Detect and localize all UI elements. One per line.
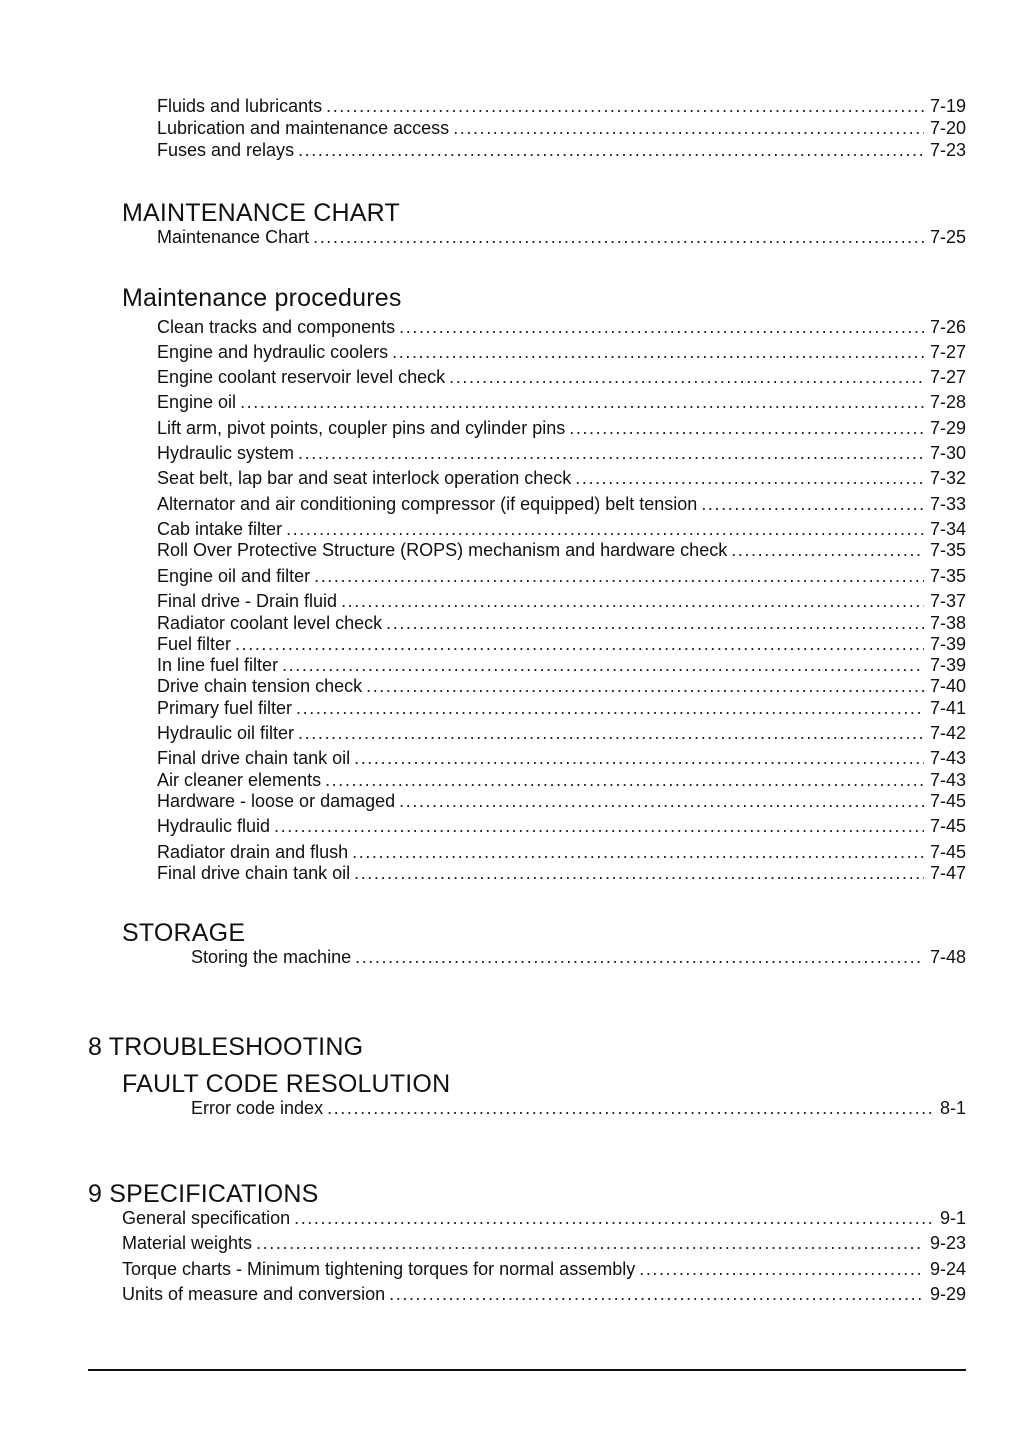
toc-entry-page: 7-45	[929, 816, 966, 836]
toc-entry-page: 7-43	[929, 748, 966, 768]
toc-entry[interactable]	[157, 862, 966, 884]
toc-entry-page: 7-39	[929, 634, 966, 654]
leader-dots	[386, 612, 924, 634]
toc-entry-label: Final drive chain tank oil	[157, 748, 351, 768]
toc-entry[interactable]	[157, 697, 966, 719]
toc-entry[interactable]	[157, 841, 966, 863]
leader-dots	[256, 1232, 924, 1254]
toc-entry-label: Maintenance Chart	[157, 227, 310, 247]
toc-entry-page: 7-32	[929, 468, 966, 488]
toc-entry[interactable]	[157, 95, 966, 117]
leader-dots	[701, 493, 924, 515]
chapter-heading: 8 TROUBLESHOOTING	[88, 1033, 364, 1061]
toc-entry-label: Torque charts - Minimum tightening torques for normal assembly	[122, 1259, 636, 1279]
toc-entry-label: Alternator and air conditioning compressor (if equipped) belt tension	[157, 494, 698, 514]
leader-dots	[392, 341, 924, 363]
toc-entry-label: Radiator coolant level check	[157, 613, 383, 633]
footer-rule	[88, 1369, 966, 1371]
toc-entry-label: Engine oil and filter	[157, 566, 311, 586]
leader-dots	[286, 518, 924, 540]
toc-entry[interactable]	[157, 590, 966, 612]
leader-dots	[354, 862, 924, 884]
toc-entry-label: Hydraulic oil filter	[157, 723, 295, 743]
leader-dots	[569, 417, 924, 439]
toc-entry-label: Engine and hydraulic coolers	[157, 342, 389, 362]
toc-entry-page: 7-25	[929, 227, 966, 247]
toc-entry-page: 7-48	[929, 947, 966, 967]
section-heading: FAULT CODE RESOLUTION	[122, 1070, 451, 1098]
toc-entry-page: 7-23	[929, 140, 966, 160]
leader-dots	[449, 366, 924, 388]
toc-entry[interactable]	[157, 790, 966, 812]
toc-entry-page: 7-35	[929, 566, 966, 586]
leader-dots	[327, 1097, 934, 1119]
leader-dots	[639, 1258, 924, 1280]
toc-entry[interactable]	[191, 946, 966, 968]
leader-dots	[240, 391, 924, 413]
leader-dots	[399, 316, 924, 338]
toc-entry-label: Lubrication and maintenance access	[157, 118, 450, 138]
toc-entry-label: Air cleaner elements	[157, 770, 322, 790]
toc-entry-page: 7-39	[929, 655, 966, 675]
toc-entry-label: Seat belt, lap bar and seat interlock operation check	[157, 468, 572, 488]
toc-entry-page: 7-42	[929, 723, 966, 743]
toc-entry-label: Final drive - Drain fluid	[157, 591, 338, 611]
toc-entry-label: Error code index	[191, 1098, 324, 1118]
section-heading: Maintenance procedures	[122, 284, 402, 312]
toc-entry[interactable]	[157, 391, 966, 413]
toc-entry-label: Drive chain tension check	[157, 676, 363, 696]
toc-entry[interactable]	[157, 747, 966, 769]
toc-entry-page: 7-37	[929, 591, 966, 611]
leader-dots	[731, 539, 924, 561]
toc-entry[interactable]	[157, 815, 966, 837]
toc-entry[interactable]	[157, 117, 966, 139]
toc-entry-label: Fuel filter	[157, 634, 232, 654]
toc-entry-page: 7-47	[929, 863, 966, 883]
toc-entry[interactable]	[157, 366, 966, 388]
toc-entry[interactable]	[157, 518, 966, 540]
leader-dots	[274, 815, 924, 837]
toc-entry-page: 7-35	[929, 540, 966, 560]
leader-dots	[298, 139, 924, 161]
toc-entry-label: Hardware - loose or damaged	[157, 791, 396, 811]
leader-dots	[294, 1207, 934, 1229]
leader-dots	[282, 654, 924, 676]
toc-entry-label: Clean tracks and components	[157, 317, 396, 337]
toc-entry[interactable]	[157, 565, 966, 587]
toc-entry-label: Roll Over Protective Structure (ROPS) mechanism and hardware check	[157, 540, 728, 560]
leader-dots	[453, 117, 924, 139]
toc-entry-label: Lift arm, pivot points, coupler pins and cylinder pins	[157, 418, 566, 438]
leader-dots	[389, 1283, 924, 1305]
toc-entry-label: Fuses and relays	[157, 140, 295, 160]
toc-entry-page: 7-27	[929, 342, 966, 362]
leader-dots	[314, 565, 924, 587]
toc-entry-label: Units of measure and conversion	[122, 1284, 386, 1304]
leader-dots	[366, 675, 924, 697]
toc-entry-label: Cab intake filter	[157, 519, 283, 539]
leader-dots	[298, 442, 924, 464]
toc-entry-page: 9-24	[929, 1259, 966, 1279]
toc-entry[interactable]	[157, 722, 966, 744]
toc-entry-label: General specification	[122, 1208, 291, 1228]
toc-entry[interactable]	[157, 139, 966, 161]
toc-entry-page: 7-41	[929, 698, 966, 718]
toc-entry-page: 7-45	[929, 791, 966, 811]
toc-entry[interactable]	[157, 539, 966, 561]
section-heading: STORAGE	[122, 919, 246, 947]
leader-dots	[313, 226, 924, 248]
toc-entry[interactable]	[157, 654, 966, 676]
leader-dots	[298, 722, 924, 744]
toc-entry-page: 7-30	[929, 443, 966, 463]
section-heading: MAINTENANCE CHART	[122, 199, 400, 227]
leader-dots	[352, 841, 924, 863]
toc-entry-label: Fluids and lubricants	[157, 96, 323, 116]
toc-entry-label: Storing the machine	[191, 947, 352, 967]
toc-entry-page: 7-45	[929, 842, 966, 862]
toc-entry-page: 7-43	[929, 770, 966, 790]
toc-entry-page: 7-19	[929, 96, 966, 116]
toc-entry[interactable]	[157, 341, 966, 363]
toc-entry-label: Final drive chain tank oil	[157, 863, 351, 883]
toc-entry-label: Engine oil	[157, 392, 237, 412]
leader-dots	[325, 769, 924, 791]
toc-entry[interactable]	[157, 675, 966, 697]
toc-entry[interactable]	[157, 442, 966, 464]
chapter-heading: 9 SPECIFICATIONS	[88, 1180, 319, 1208]
toc-entry-page: 7-27	[929, 367, 966, 387]
toc-entry[interactable]	[157, 612, 966, 634]
toc-entry[interactable]	[157, 316, 966, 338]
toc-entry-page: 8-1	[939, 1098, 966, 1118]
toc-entry-label: In line fuel filter	[157, 655, 279, 675]
toc-entry[interactable]	[122, 1258, 966, 1280]
toc-entry[interactable]	[157, 769, 966, 791]
toc-entry[interactable]	[191, 1097, 966, 1119]
toc-entry-page: 9-1	[939, 1208, 966, 1228]
leader-dots	[354, 747, 924, 769]
toc-entry-page: 7-26	[929, 317, 966, 337]
toc-entry-page: 9-29	[929, 1284, 966, 1304]
leader-dots	[326, 95, 924, 117]
toc-entry-page: 7-28	[929, 392, 966, 412]
toc-entry[interactable]	[157, 467, 966, 489]
toc-entry[interactable]	[122, 1283, 966, 1305]
toc-entry-page: 7-38	[929, 613, 966, 633]
toc-entry-page: 7-29	[929, 418, 966, 438]
toc-entry-label: Hydraulic fluid	[157, 816, 271, 836]
toc-entry[interactable]	[157, 633, 966, 655]
leader-dots	[355, 946, 924, 968]
toc-entry-page: 7-20	[929, 118, 966, 138]
leader-dots	[575, 467, 924, 489]
toc-entry-label: Primary fuel filter	[157, 698, 293, 718]
toc-entry[interactable]	[122, 1207, 966, 1229]
toc-entry-label: Engine coolant reservoir level check	[157, 367, 446, 387]
leader-dots	[235, 633, 924, 655]
toc-entry-label: Hydraulic system	[157, 443, 295, 463]
leader-dots	[399, 790, 924, 812]
toc-entry-page: 7-34	[929, 519, 966, 539]
toc-entry-label: Radiator drain and flush	[157, 842, 349, 862]
toc-entry-page: 9-23	[929, 1233, 966, 1253]
toc-entry[interactable]	[157, 417, 966, 439]
toc-entry[interactable]	[157, 493, 966, 515]
leader-dots	[341, 590, 924, 612]
toc-entry[interactable]	[157, 226, 966, 248]
toc-entry-page: 7-40	[929, 676, 966, 696]
toc-entry-label: Material weights	[122, 1233, 253, 1253]
toc-entry[interactable]	[122, 1232, 966, 1254]
toc-entry-page: 7-33	[929, 494, 966, 514]
leader-dots	[296, 697, 924, 719]
